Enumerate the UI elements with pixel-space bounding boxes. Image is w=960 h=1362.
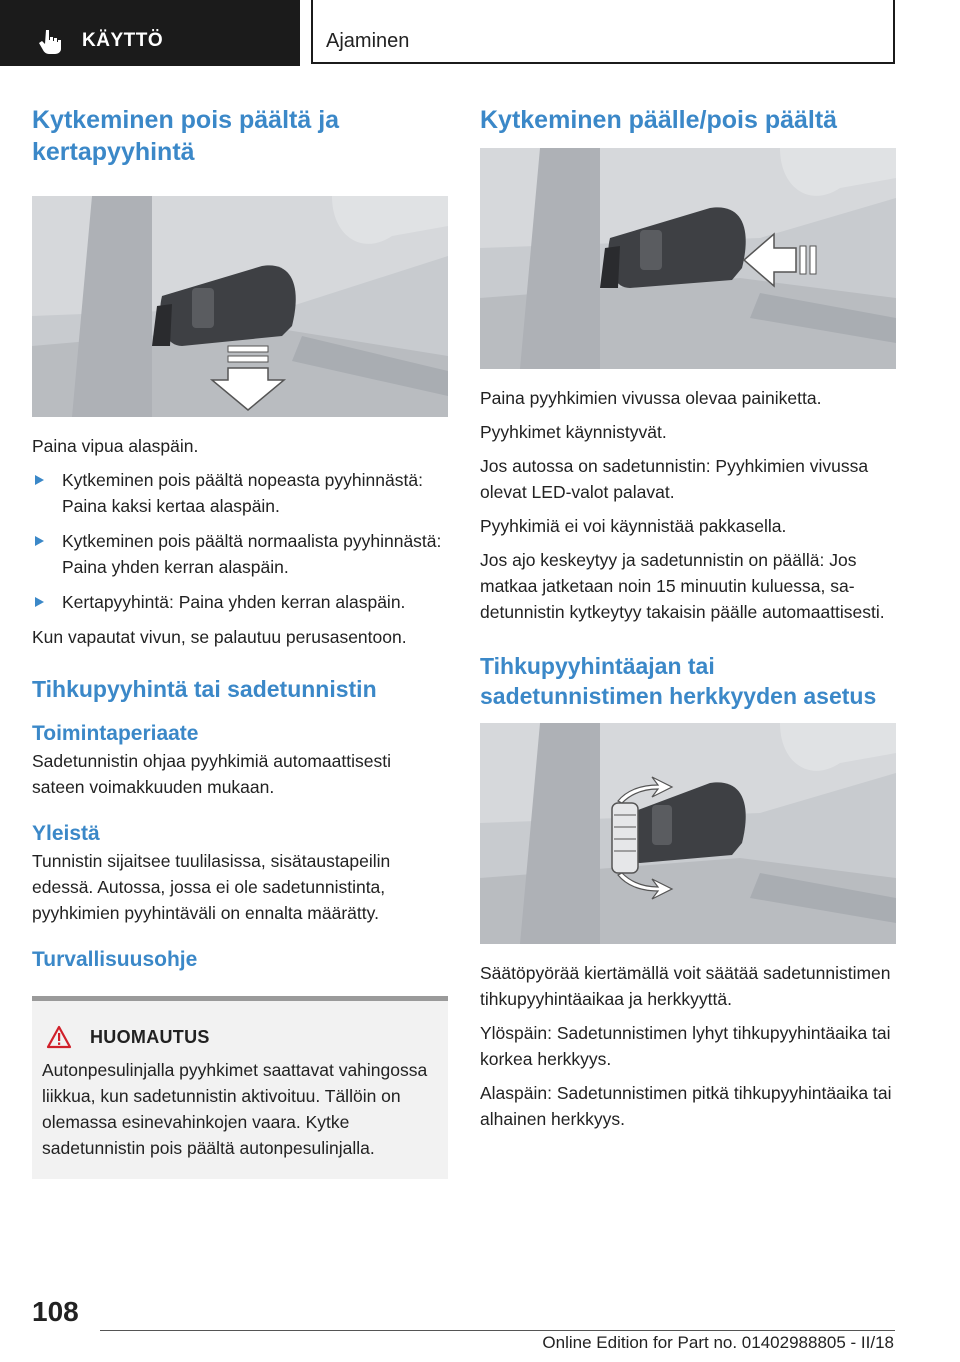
text-release-lever: Kun vapautat vivun, se palautuu perusasentoon.: [32, 627, 407, 647]
text-principle: Sadetunnistin ohjaa pyyhkimiä automaattisesti sateen voimakkuuden mukaan.: [32, 751, 391, 797]
heading-adjust-sensitivity: Tihkupyyhintäajan tai sadetunnistimen herkkyyden asetus: [480, 653, 877, 709]
hand-pointer-icon: [38, 28, 64, 54]
text-block-switch: [480, 385, 896, 625]
warning-box: [32, 996, 448, 1179]
text-block-adjust: [480, 960, 896, 1132]
text-frost: Pyyhkimiä ei voi käynnistää pakkasella.: [480, 516, 787, 536]
warning-header: [42, 1025, 438, 1049]
heading-intermittent-rain-sensor: Tihkupyyhintä tai sadetunnistin: [32, 676, 377, 702]
text-general: Tunnistin sijaitsee tuulilasissa, sisätaustapeilin edessä. Autossa, jossa ei ole sadetunnistinta, pyyhkimien pyyhintäväli on ennalta määrätty.: [32, 851, 391, 923]
text-led-lights: Jos autossa on sadetunnistin: Pyyhkimien vivussa olevat LED-valot palavat.: [480, 456, 869, 502]
triangle-bullet-icon: [35, 597, 44, 607]
left-column: [32, 104, 448, 1179]
triangle-bullet-icon: [35, 536, 44, 546]
heading-general: Yleistä: [32, 822, 100, 845]
heading-principle: Toimintaperiaate: [32, 722, 199, 745]
text-press-lever-down: Paina vipua alaspäin.: [32, 436, 199, 456]
text-adjust-down: Alaspäin: Sadetunnistimen pitkä tihkupyyhintäaika tai alhainen herkkyys.: [480, 1083, 892, 1129]
footer-edition-text: Online Edition for Part no. 01402988805 - II/18: [542, 1333, 894, 1352]
text-wipers-start: Pyyhkimet käynnistyvät.: [480, 422, 667, 442]
text-press-button: Paina pyyhkimien vivussa olevaa painiketta.: [480, 388, 822, 408]
list-item: Kytkeminen pois päältä normaalista pyyhinnästä: Paina yhden kerran alaspäin.: [32, 528, 448, 580]
text-drive-interrupted: Jos ajo keskeytyy ja sadetunnistin on päällä: Jos matkaa jatketaan noin 15 minuutin kuluessa, sadetunnistin kytkeytyy takaisin päälle automaattisesti.: [480, 550, 885, 622]
list-item: Kytkeminen pois päältä nopeasta pyyhinnästä: Paina kaksi kertaa alaspäin.: [32, 467, 448, 519]
warning-text: Autonpesulinjalla pyyhkimet saattavat vahingossa liikkua, kun sadetunnistin aktivoituu. Tällöin on olemassa esinevahinkojen vaara. Kytke sadetunnistin pois päältä autonpesulinjalla.: [42, 1060, 428, 1158]
list-item: Kertapyyhintä: Paina yhden kerran alaspäin.: [32, 589, 448, 615]
text-adjust-wheel: Säätöpyörää kiertämällä voit säätää sadetunnistimen tihkupyyhintäaikaa ja herkkyyttä.: [480, 963, 891, 1009]
header-chapter-label: Ajaminen: [326, 30, 410, 52]
figure-adjusting-wheel: [480, 723, 896, 944]
figure-wiper-lever-button: [480, 148, 896, 369]
header-section-label: KÄYTTÖ: [82, 30, 164, 51]
text-adjust-up: Ylöspäin: Sadetunnistimen lyhyt tihkupyyhintäaika tai korkea herkkyys.: [480, 1023, 891, 1069]
warning-title: HUOMAUTUS: [90, 1026, 210, 1047]
page-number: 108: [32, 1296, 79, 1327]
heading-safety-note: Turvallisuusohje: [32, 948, 198, 971]
heading-switch-off-single-wipe: Kytkeminen pois päältä ja kertapyyhintä: [32, 106, 340, 166]
triangle-bullet-icon: [35, 475, 44, 485]
right-column: [480, 104, 896, 1140]
heading-switch-on-off: Kytkeminen päälle/pois päältä: [480, 106, 838, 134]
warning-triangle-icon: [46, 1025, 72, 1049]
figure-wiper-lever-press-down: [32, 196, 448, 417]
footer-divider: [100, 1330, 895, 1331]
bullet-list-switch-off: [32, 467, 448, 615]
